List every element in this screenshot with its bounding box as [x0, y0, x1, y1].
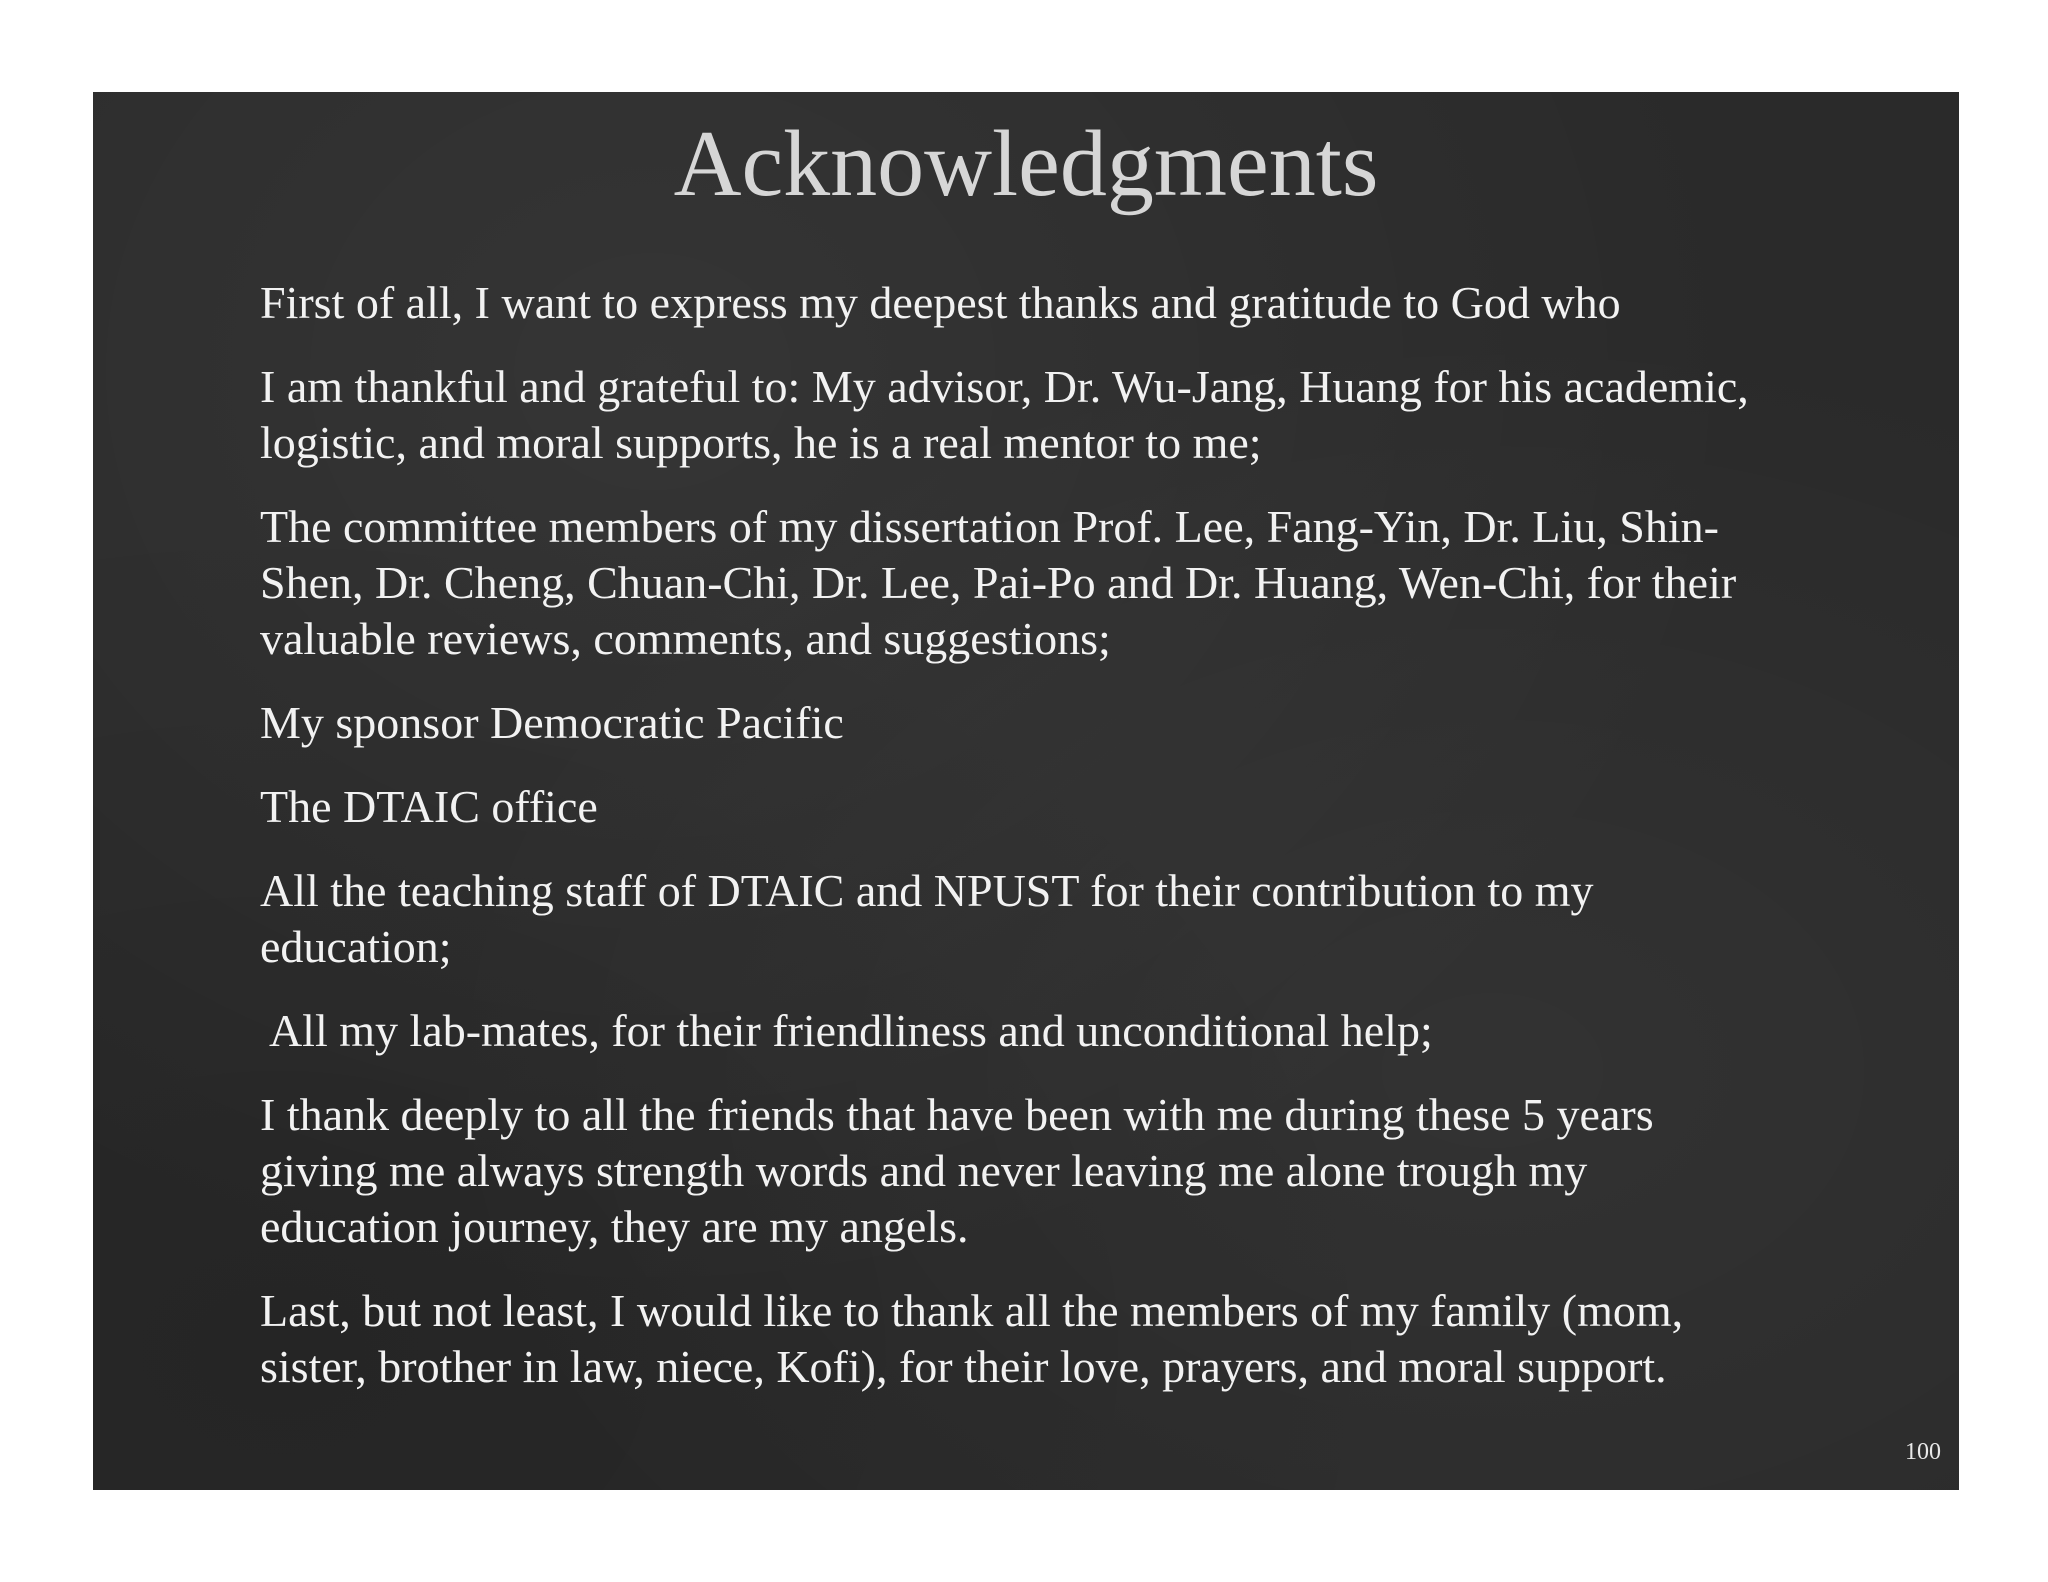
page-number: 100 — [1905, 1439, 1941, 1465]
text-line: education journey, they are my angels. — [260, 1201, 969, 1252]
paragraph-committee — [260, 499, 1959, 667]
text-line: All the teaching staff of DTAIC and NPUST for their contribution to my — [260, 865, 1594, 916]
paragraph-god — [260, 275, 1959, 331]
text-line: First of all, I want to express my deepest thanks and gratitude to God who — [260, 277, 1621, 328]
text-line: I thank deeply to all the friends that have been with me during these 5 years — [260, 1089, 1654, 1140]
paragraph-family — [260, 1283, 1959, 1395]
text-line: Shen, Dr. Cheng, Chuan-Chi, Dr. Lee, Pai-Po and Dr. Huang, Wen-Chi, for their — [260, 557, 1737, 608]
text-line: Last, but not least, I would like to thank all the members of my family (mom, — [260, 1285, 1684, 1336]
text-line: The committee members of my dissertation Prof. Lee, Fang-Yin, Dr. Liu, Shin- — [260, 501, 1719, 552]
acknowledgments-body — [260, 275, 1959, 1423]
text-line: My sponsor Democratic Pacific — [260, 697, 844, 748]
text-line: giving me always strength words and never leaving me alone trough my — [260, 1145, 1588, 1196]
paragraph-lab-mates — [260, 1003, 1959, 1059]
text-line: logistic, and moral supports, he is a real mentor to me; — [260, 417, 1262, 468]
text-line: I am thankful and grateful to: My advisor, Dr. Wu-Jang, Huang for his academic, — [260, 361, 1749, 412]
paragraph-friends — [260, 1087, 1959, 1255]
text-line: education; — [260, 921, 452, 972]
paragraph-teaching-staff — [260, 863, 1959, 975]
slide — [93, 92, 1959, 1490]
paragraph-office — [260, 779, 1959, 835]
paragraph-advisor — [260, 359, 1959, 471]
text-line: All my lab-mates, for their friendliness and unconditional help; — [260, 1005, 1433, 1056]
slide-title: Acknowledgments — [673, 112, 1379, 216]
text-line: sister, brother in law, niece, Kofi), for their love, prayers, and moral support. — [260, 1341, 1667, 1392]
paragraph-sponsor — [260, 695, 1959, 751]
text-line: The DTAIC office — [260, 781, 598, 832]
text-line: valuable reviews, comments, and suggestions; — [260, 613, 1111, 664]
